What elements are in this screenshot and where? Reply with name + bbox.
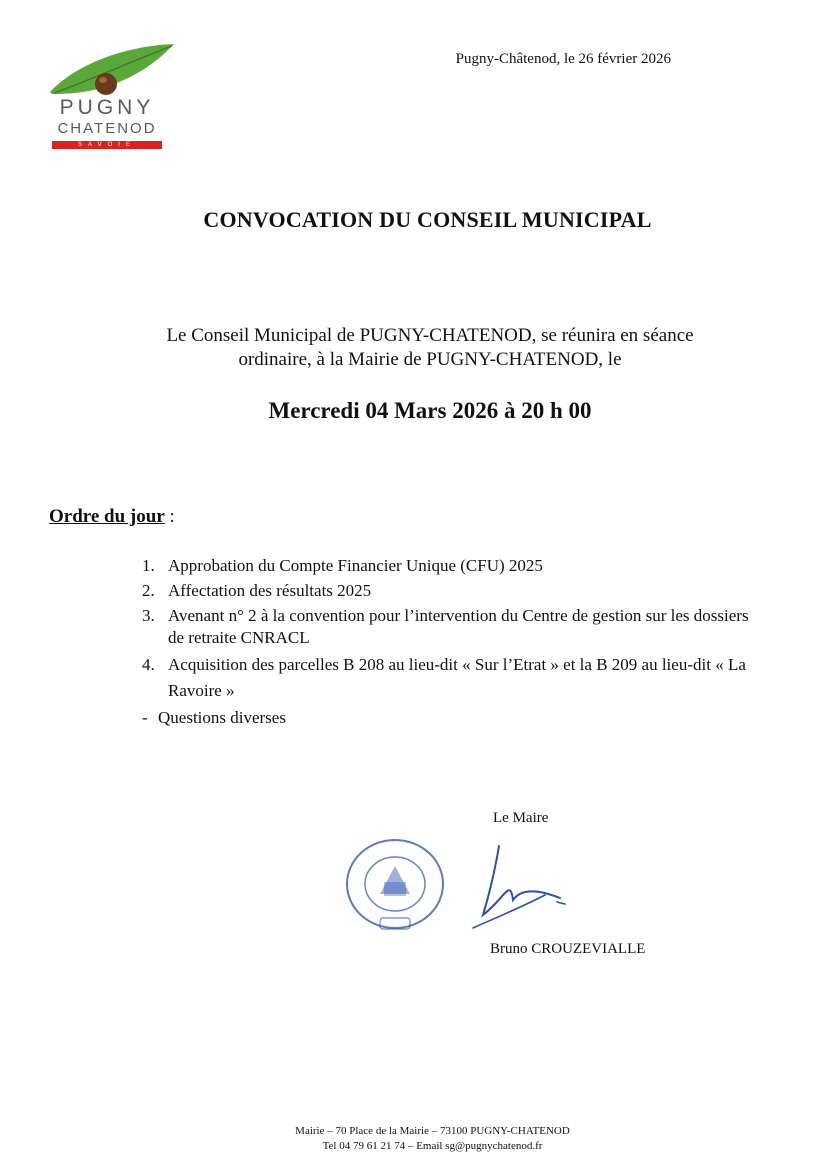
agenda-item-number: 1. <box>142 556 155 575</box>
mayor-name: Bruno CROUZEVIALLE <box>490 941 646 957</box>
agenda-item-number: 4. <box>142 655 155 674</box>
footer-contact: Tel 04 79 61 21 74 – Email sg@pugnychatenod.fr <box>322 1140 543 1152</box>
agenda-misc-text: Questions diverses <box>158 708 286 727</box>
logo-word-chatenod: CHATENOD <box>57 120 157 137</box>
agenda-item-text: Affectation des résultats 2025 <box>168 581 372 600</box>
footer <box>0 1124 827 1154</box>
footer-address: Mairie – 70 Place de la Mairie – 73100 PUGNY-CHATENOD <box>295 1125 570 1137</box>
agenda-item <box>140 580 760 602</box>
agenda-misc <box>140 707 760 729</box>
logo-word-pugny: PUGNY <box>59 96 155 119</box>
agenda-list <box>140 555 760 729</box>
agenda-item-text: Acquisition des parcelles B 208 au lieu-dit « Sur l’Etrat » et la B 209 au lieu-dit « La Ravoire » <box>168 655 746 700</box>
chestnut-icon <box>95 73 117 95</box>
agenda-item-number: 3. <box>142 606 155 625</box>
intro-line-2: ordinaire, à la Mairie de PUGNY-CHATENOD, le <box>238 349 622 370</box>
agenda-heading-suffix: : <box>164 506 175 527</box>
agenda-item-number: 2. <box>142 581 155 600</box>
agenda-item <box>140 555 760 577</box>
intro-paragraph <box>100 324 760 372</box>
mayor-title: Le Maire <box>493 810 549 826</box>
document-title: CONVOCATION DU CONSEIL MUNICIPAL <box>203 207 652 232</box>
agenda-item <box>140 605 760 649</box>
agenda-item-text: Approbation du Compte Financier Unique (CFU) 2025 <box>168 556 543 575</box>
agenda-misc-dash: - <box>142 708 148 727</box>
town-hall-stamp-icon <box>340 836 450 936</box>
mayor-signature-icon <box>465 840 575 935</box>
agenda-item-text: Avenant n° 2 à la convention pour l’intervention du Centre de gestion sur les dossiers de retraite CNRACL <box>168 606 749 647</box>
place-date: Pugny-Châtenod, le 26 février 2026 <box>455 51 671 67</box>
meeting-datetime: Mercredi 04 Mars 2026 à 20 h 00 <box>268 398 592 423</box>
agenda-heading <box>49 506 175 528</box>
logo-savoie-band: SAVOIE <box>52 141 162 149</box>
agenda-item <box>140 652 760 704</box>
intro-line-1: Le Conseil Municipal de PUGNY-CHATENOD, se réunira en séance <box>166 325 694 346</box>
agenda-heading-label: Ordre du jour <box>49 506 165 527</box>
